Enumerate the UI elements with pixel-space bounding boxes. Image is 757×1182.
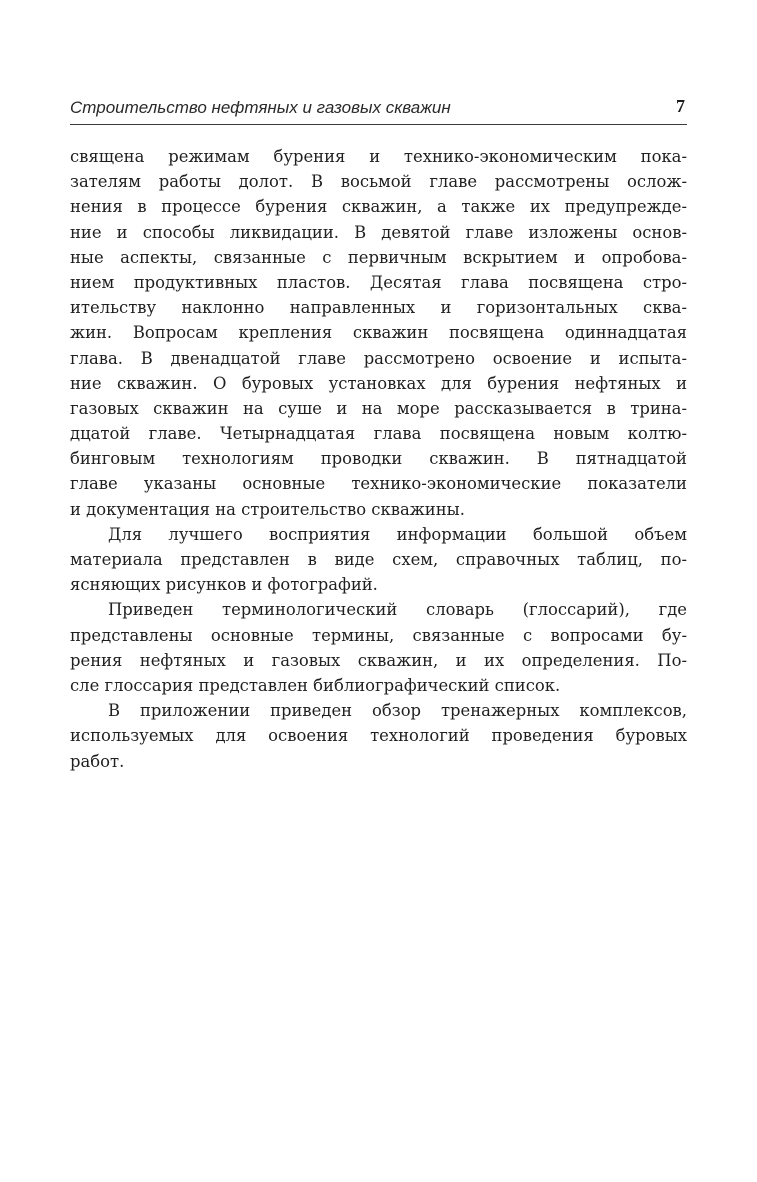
text-line: священа режимам бурения и технико-экономическим пока- bbox=[70, 147, 687, 166]
running-header bbox=[70, 94, 687, 125]
text-line: жин. Вопросам крепления скважин посвящена одиннадцатая bbox=[70, 323, 687, 343]
text-line: нием продуктивных пластов. Десятая глава посвящена стро- bbox=[70, 272, 687, 292]
running-title: Строительство нефтяных и газовых скважин bbox=[70, 98, 451, 117]
text-line: В приложении приведен обзор тренажерных комплексов, bbox=[108, 701, 687, 721]
text-line: зателям работы долот. В восьмой главе рассмотрены ослож- bbox=[70, 172, 687, 192]
text-line: ние скважин. О буровых установках для бурения нефтяных и bbox=[70, 373, 687, 393]
text-line: глава. В двенадцатой главе рассмотрено освоение и испыта- bbox=[70, 348, 687, 368]
text-line: ительству наклонно направленных и горизонтальных сква- bbox=[70, 298, 687, 318]
paragraph bbox=[70, 597, 687, 698]
paragraph bbox=[70, 698, 687, 774]
text-line: ясняющих рисунков и фотографий. bbox=[70, 575, 378, 595]
text-line: газовых скважин на суше и на море рассказывается в трина- bbox=[70, 398, 687, 418]
text-line: бинговым технологиям проводки скважин. В пятнадцатой bbox=[70, 449, 687, 469]
text-line: сле глоссария представлен библиографический список. bbox=[70, 675, 561, 695]
text-line: представлены основные термины, связанные с вопросами бу- bbox=[70, 625, 687, 645]
body-text bbox=[70, 144, 687, 774]
text-line: главе указаны основные технико-экономические показатели bbox=[70, 474, 687, 494]
text-line: рения нефтяных и газовых скважин, и их определения. По- bbox=[70, 650, 687, 670]
text-line: ние и способы ликвидации. В девятой главе изложены основ- bbox=[70, 222, 687, 242]
text-line: и документация на строительство скважины. bbox=[70, 499, 465, 519]
paragraph bbox=[70, 522, 687, 598]
text-line: используемых для освоения технологий проведения буровых bbox=[70, 726, 687, 746]
text-line: Приведен терминологический словарь (глоссарий), где bbox=[108, 600, 687, 620]
text-line: Для лучшего восприятия информации большой объем bbox=[108, 524, 687, 544]
page-number: 7 bbox=[676, 96, 685, 116]
text-line: нения в процессе бурения скважин, а также их предупрежде- bbox=[70, 197, 687, 217]
text-line: дцатой главе. Четырнадцатая глава посвящена новым колтю- bbox=[70, 424, 687, 444]
text-line: ные аспекты, связанные с первичным вскрытием и опробова- bbox=[70, 247, 687, 267]
text-line: работ. bbox=[70, 751, 125, 771]
text-line: материала представлен в виде схем, справочных таблиц, по- bbox=[70, 550, 687, 569]
paragraph bbox=[70, 144, 687, 522]
